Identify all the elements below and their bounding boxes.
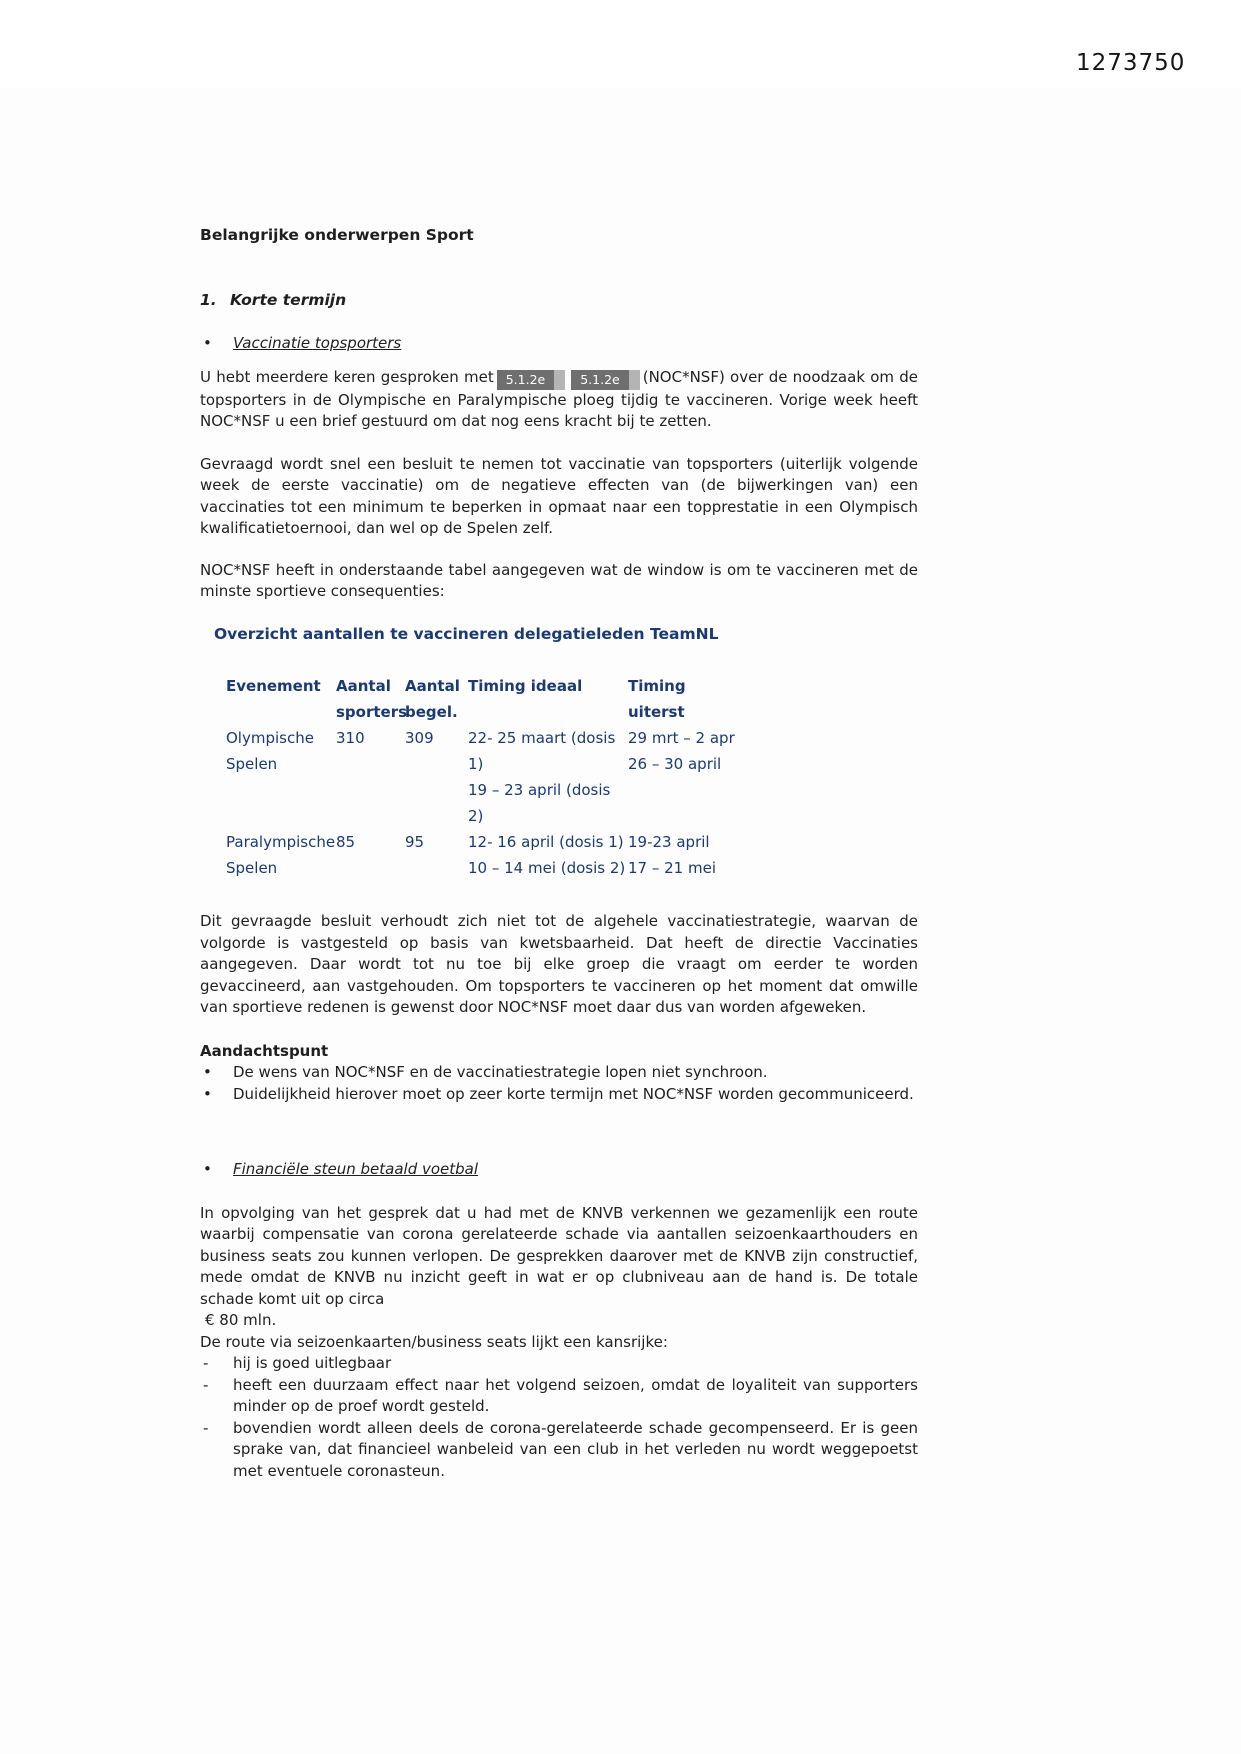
cell-timing-ideaal: 12- 16 april (dosis 1) 10 – 14 mei (dosis 2)	[468, 833, 626, 877]
section-number: 1.	[200, 290, 217, 309]
table-header-row	[226, 673, 918, 725]
amount-line: € 80 mln.	[205, 1311, 277, 1329]
aandachtspunt-item: • Duidelijkheid hierover moet op zeer korte termijn met NOC*NSF worden gecommuniceerd.	[200, 1084, 918, 1106]
bullet-icon: •	[203, 1063, 212, 1081]
paragraph-text: (NOC*NSF) over de noodzaak om de topsporters in de Olympische en Paralympische ploeg tijdig te vaccineren. Vorige week heeft NOC*NSF u een brief gestuurd om dat nog eens kracht bij te zetten.	[200, 367, 918, 430]
route-item: - bovendien wordt alleen deels de corona-gerelateerde schade gecompenseerd. Er is geen sprake van, dat financieel wanbeleid van een club in het verleden nu wordt weggepoetst met eventuele coronasteun.	[200, 1418, 918, 1483]
cell-aantal-sporters: 85	[336, 833, 356, 851]
section-heading-korte-termijn	[200, 290, 918, 312]
cell-aantal-begel: 95	[405, 833, 425, 851]
column-header-aantal-begel: Aantal begel.	[405, 677, 460, 721]
redaction-box-1: 5.1.2e	[497, 370, 566, 390]
paragraph-besluit-vaccinatie: Gevraagd wordt snel een besluit te nemen tot vaccinatie van topsporters (uiterlijk volgende week de eerste vaccinatie) om de negatieve effecten van (de bijwerkingen van) een vaccinaties tot een minimum te beperken in opmaat naar een topprestatie in een Olympisch kwalificatietoernooi, dan wel op de Spelen zelf.	[200, 454, 918, 537]
table-row-olympische-spelen	[226, 725, 918, 829]
aandachtspunt-item: • De wens van NOC*NSF en de vaccinatiestrategie lopen niet synchroon.	[200, 1062, 918, 1084]
vaccination-table	[226, 673, 918, 881]
dash-icon: -	[203, 1354, 209, 1372]
document-content	[200, 225, 918, 1482]
topic-heading-vaccinatie-topsporters	[200, 333, 918, 355]
paragraph-table-intro: NOC*NSF heeft in onderstaande tabel aangegeven wat de window is om te vaccineren met de minste sportieve consequenties:	[200, 560, 918, 600]
cell-timing-ideaal: 22- 25 maart (dosis 1) 19 – 23 april (dosis 2)	[468, 729, 616, 825]
document-title: Belangrijke onderwerpen Sport	[200, 226, 474, 244]
paragraph-vaccinatiestrategie: Dit gevraagde besluit verhoudt zich niet tot de algehele vaccinatiestrategie, waarvan de volgorde is vastgesteld op basis van kwetsbaarheid. Dat heeft de directie Vaccinaties aangegeven. Daar wordt tot nu toe bij elke groep die vraagt om eerder te worden gevaccineerd, aan vastgehouden. Om topsporters te vaccineren op het moment dat omwille van sportieve redenen is gewenst door NOC*NSF moet daar dus van worden afgeweken.	[200, 912, 918, 1016]
cell-aantal-sporters: 310	[336, 729, 365, 747]
cell-timing-uiterst: 19-23 april 17 – 21 mei	[628, 833, 716, 877]
section-title: Korte termijn	[230, 290, 347, 309]
redaction-box-2: 5.1.2e	[571, 370, 640, 390]
document-id-number: 1273750	[1076, 50, 1186, 76]
cell-evenement: Olympische Spelen	[226, 729, 314, 773]
bullet-icon: •	[203, 334, 212, 352]
dash-icon: -	[203, 1375, 209, 1394]
column-header-evenement: Evenement	[226, 677, 321, 695]
route-intro-line: De route via seizoenkaarten/business seats lijkt een kansrijke:	[200, 1332, 668, 1351]
bullet-icon: •	[203, 1160, 212, 1178]
table-title: Overzicht aantallen te vaccineren delegatieleden TeamNL	[214, 624, 719, 643]
cell-evenement: Paralympische Spelen	[226, 833, 336, 877]
route-item: - hij is goed uitlegbaar	[200, 1353, 918, 1375]
bullet-icon: •	[203, 1084, 212, 1103]
table-row-paralympische-spelen	[226, 829, 918, 881]
cell-timing-uiterst: 29 mrt – 2 apr 26 – 30 april	[628, 729, 735, 773]
paragraph-knvb-route: In opvolging van het gesprek dat u had met de KNVB verkennen we gezamenlijk een route waarbij compensatie van corona gerelateerde schade via aantallen seizoenkaarthouders en business seats zou kunnen verlopen. De gesprekken daarover met de KNVB zijn constructief, mede omdat de KNVB nu inzicht geeft in wat er op clubniveau aan de hand is. De totale schade komt uit op circa	[200, 1203, 918, 1308]
column-header-timing-uiterst: Timing uiterst	[628, 677, 686, 721]
paragraph-text: U hebt meerdere keren gesproken met	[200, 367, 494, 386]
topic-title: Financiële steun betaald voetbal	[233, 1160, 479, 1178]
topic-heading-financiele-steun	[200, 1159, 918, 1181]
column-header-aantal-sporters: Aantal sporters	[336, 677, 408, 721]
aandachtspunt-heading: Aandachtspunt	[200, 1041, 329, 1060]
topic-title: Vaccinatie topsporters	[233, 334, 402, 352]
paragraph-vaccination-intro	[200, 367, 918, 433]
route-advantages-list	[200, 1353, 918, 1482]
route-item: - heeft een duurzaam effect naar het volgend seizoen, omdat de loyaliteit van supporters minder op de proef wordt gesteld.	[200, 1375, 918, 1418]
column-header-timing-ideaal: Timing ideaal	[468, 677, 583, 695]
dash-icon: -	[203, 1418, 209, 1437]
cell-aantal-begel: 309	[405, 729, 434, 747]
